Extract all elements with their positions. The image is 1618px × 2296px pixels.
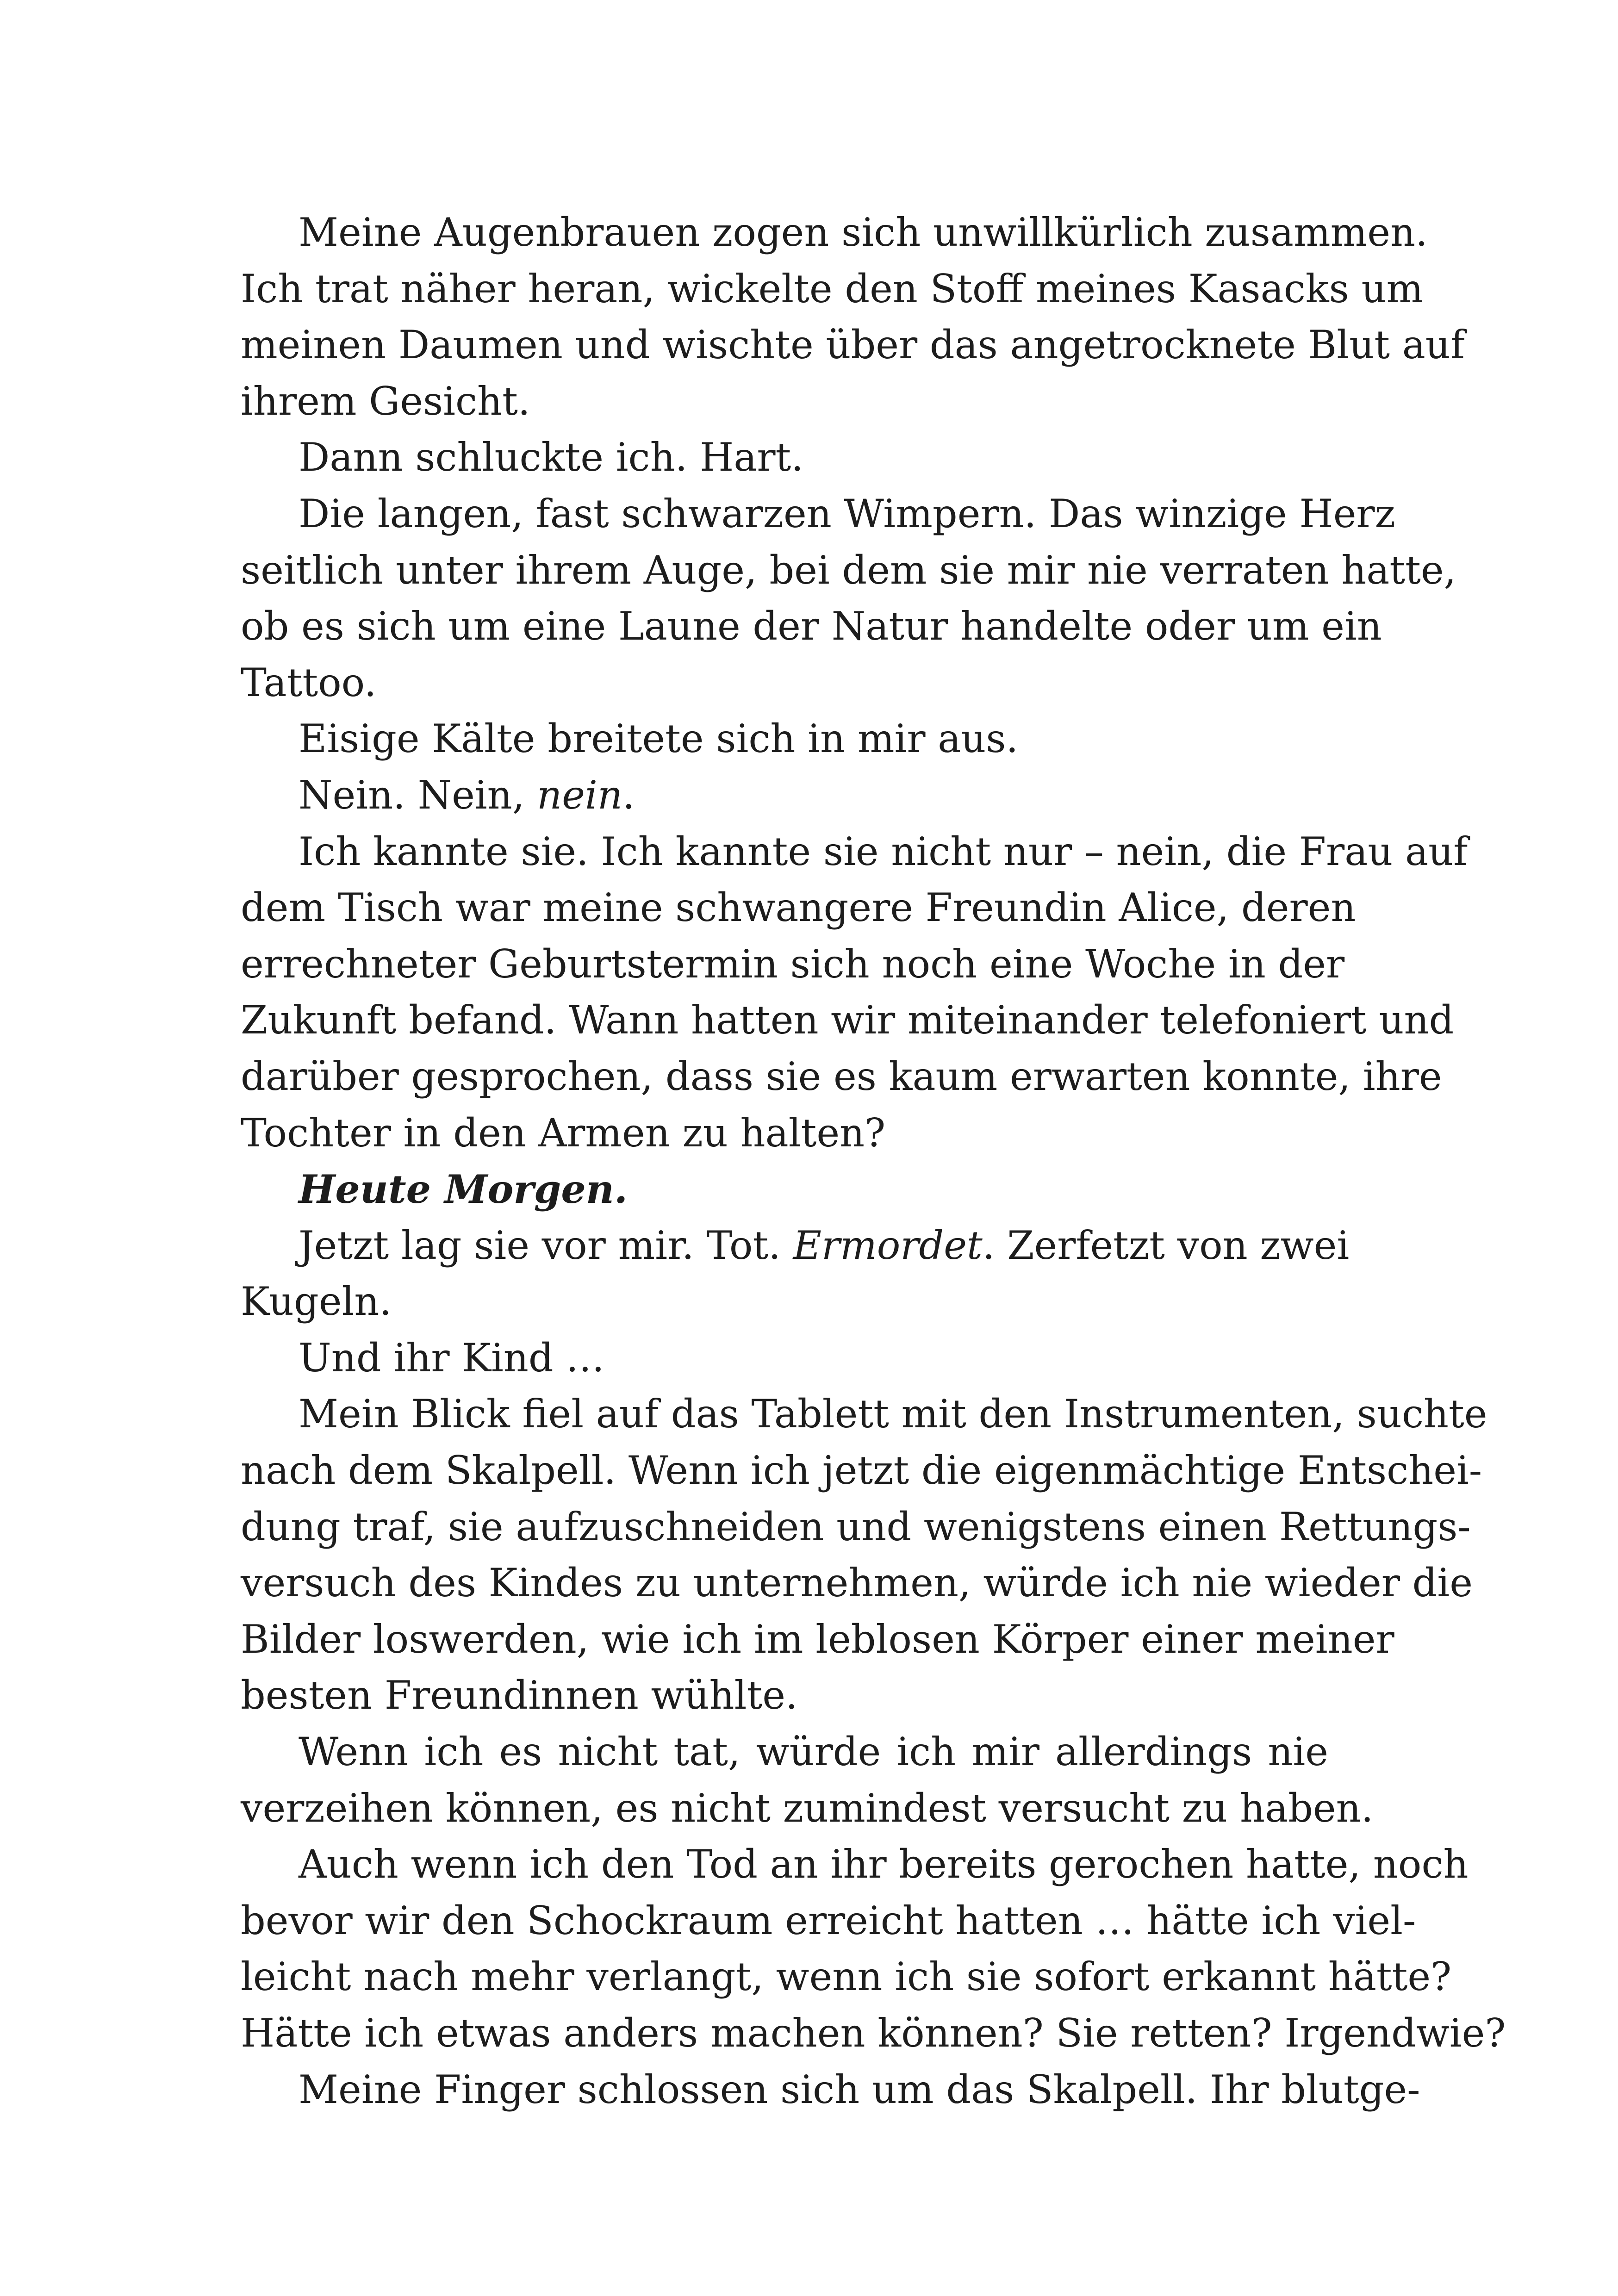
text-line [241, 1836, 1469, 1893]
text-line-content: Tattoo. [241, 660, 377, 705]
text-line-content: leicht nach mehr verlangt, wenn ich sie sofort erkannt hätte? [241, 1954, 1452, 2000]
text-line-content: dung traf, sie aufzuschneiden und wenigstens einen Rettungs- [241, 1504, 1471, 1549]
text-line [241, 205, 1428, 261]
text-line [241, 1724, 1328, 1780]
text-line-content: Kugeln. [241, 1279, 392, 1325]
text-line-content: Auch wenn ich den Tod an ihr bereits gerochen hatte, noch [299, 1842, 1469, 1887]
text-line [241, 1893, 1416, 1949]
text-line [241, 992, 1454, 1049]
text-line-content: seitlich unter ihrem Auge, bei dem sie mir nie verraten hatte, [241, 547, 1456, 593]
text-line-content: Meine Finger schlossen sich um das Skalpell. Ihr blutge- [299, 2066, 1420, 2112]
text-line-content: Zukunft befand. Wann hatten wir miteinander telefoniert und [241, 997, 1454, 1043]
text-line [241, 711, 1328, 767]
text-line-content: Mein Blick fiel auf das Tablett mit den Instrumenten, suchte [299, 1391, 1487, 1437]
text-line [241, 317, 1465, 373]
text-line [241, 1386, 1487, 1443]
text-line-content: Jetzt lag sie vor mir. Tot. [299, 1222, 793, 1268]
text-line [241, 1049, 1442, 1105]
text-line-content: versuch des Kindes zu unternehmen, würde ich nie wieder die [241, 1560, 1473, 1606]
text-line [241, 1218, 1350, 1274]
text-line-tail: . Zerfetzt von zwei [982, 1222, 1350, 1268]
text-line [241, 486, 1395, 542]
text-line [241, 1330, 1328, 1387]
text-line-content: Hätte ich etwas anders machen können? Sie retten? Irgendwie? [241, 2010, 1506, 2056]
text-line-content: Nein. Nein, [299, 772, 537, 818]
text-line-content: errechneter Geburtstermin sich noch eine Woche in der [241, 941, 1345, 987]
text-line [241, 936, 1345, 993]
text-line [241, 1668, 1328, 1724]
text-line-content: Ich trat näher heran, wickelte den Stoff meines Kasacks um [241, 266, 1424, 311]
text-line-content: dem Tisch war meine schwangere Freundin Alice, deren [241, 885, 1356, 931]
text-line [241, 1274, 1328, 1330]
text-line-content: Meine Augenbrauen zogen sich unwillkürlich zusammen. [299, 210, 1428, 255]
text-line [241, 880, 1356, 936]
text-line [241, 824, 1468, 880]
text-line [241, 2005, 1506, 2062]
text-line [241, 767, 1328, 824]
text-line [241, 1780, 1374, 1837]
text-line-content: verzeihen können, es nicht zumindest versucht zu haben. [241, 1785, 1374, 1831]
body-text [241, 205, 1506, 2118]
text-line [241, 598, 1382, 655]
text-line [241, 261, 1424, 317]
text-line [241, 1949, 1452, 2005]
text-line [241, 1555, 1473, 1612]
text-line-emphasis: Ermordet [793, 1222, 983, 1268]
text-line [241, 429, 1328, 486]
text-line-content: Heute Morgen. [299, 1166, 628, 1213]
text-line [241, 2062, 1420, 2118]
text-line-content: meinen Daumen und wischte über das angetrocknete Blut auf [241, 322, 1465, 368]
text-line-content: Eisige Kälte breitete sich in mir aus. [299, 716, 1019, 762]
text-line-content: Wenn ich es nicht tat, würde ich mir allerdings nie [299, 1729, 1328, 1775]
text-line-content: besten Freundinnen wühlte. [241, 1673, 798, 1718]
text-line-content: Und ihr Kind … [299, 1335, 605, 1381]
text-line [241, 373, 1328, 430]
text-line [241, 655, 1328, 711]
text-line-content: Ich kannte sie. Ich kannte sie nicht nur – nein, die Frau auf [299, 828, 1468, 874]
text-line-content: darüber gesprochen, dass sie es kaum erwarten konnte, ihre [241, 1053, 1442, 1099]
text-line-emphasis: nein [537, 772, 622, 818]
text-line-content: nach dem Skalpell. Wenn ich jetzt die eigenmächtige Entschei- [241, 1448, 1482, 1493]
text-line-content: ihrem Gesicht. [241, 378, 530, 424]
text-line [241, 542, 1456, 599]
text-line-tail: . [622, 772, 635, 818]
text-line-content: bevor wir den Schockraum erreicht hatten … hätte ich viel- [241, 1898, 1416, 1943]
text-line [241, 1499, 1471, 1556]
text-line-content: Dann schluckte ich. Hart. [299, 435, 804, 480]
text-line-content: Tochter in den Armen zu halten? [241, 1110, 886, 1156]
text-line [241, 1443, 1482, 1499]
text-line [241, 1161, 1328, 1218]
text-line [241, 1612, 1394, 1668]
text-line-content: Die langen, fast schwarzen Wimpern. Das winzige Herz [299, 491, 1395, 536]
text-line-content: Bilder loswerden, wie ich im leblosen Körper einer meiner [241, 1616, 1394, 1662]
text-line-content: ob es sich um eine Laune der Natur handelte oder um ein [241, 604, 1382, 649]
text-line [241, 1105, 1328, 1162]
